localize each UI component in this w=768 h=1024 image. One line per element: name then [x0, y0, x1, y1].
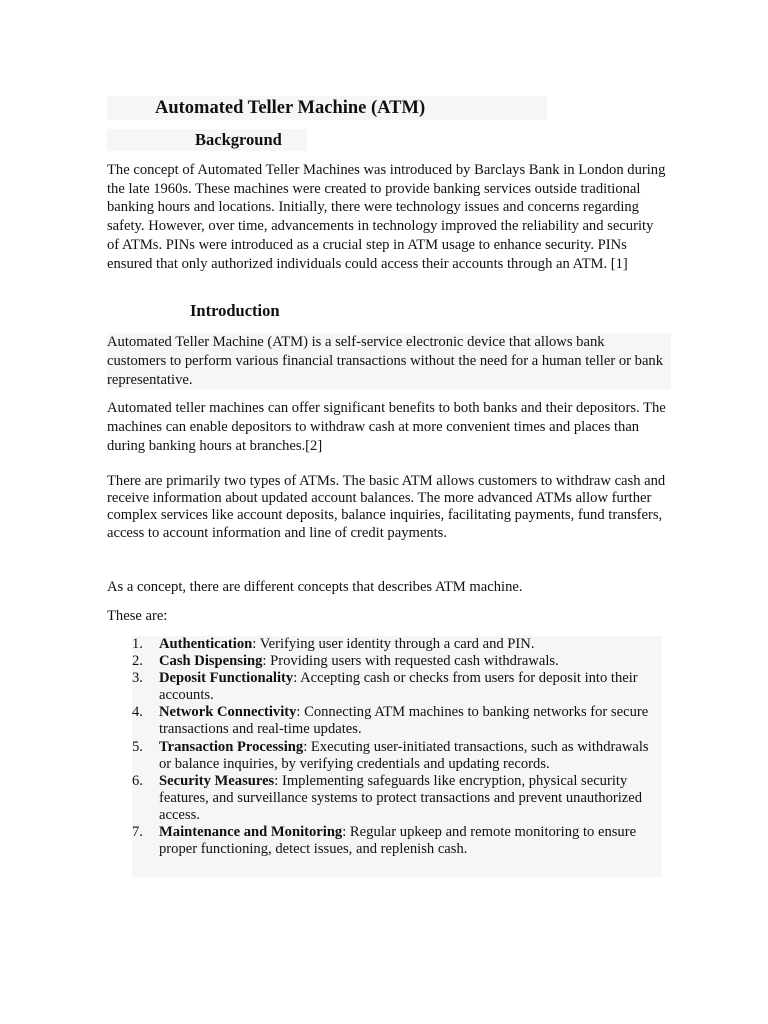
list-item-number: 7. [132, 824, 143, 841]
list-item-description: : Regular upkeep and remote monitoring to ensure proper functioning, detect issues, and replenish cash. [159, 824, 637, 858]
list-item-description: : Verifying user identity through a card and PIN. [252, 636, 535, 652]
background-paragraph: The concept of Automated Teller Machines was introduced by Barclays Bank in London during the late 1960s. These machines were created to provide banking services outside traditional banking hours and locations. Initially, there were technology issues and concerns regarding safety. However, over time, advancements in technology improved the reliability and security of ATMs. PINs were introduced as a crucial step in ATM usage to enhance security. PINs ensured that only authorized individuals could access their accounts through an ATM. [1] [107, 162, 666, 272]
background-heading: Background [107, 129, 307, 151]
introduction-paragraph-1: Automated Teller Machine (ATM) is a self-service electronic device that allows bank customers to perform various financial transactions without the need for a human teller or bank representative. [107, 333, 671, 389]
introduction-paragraph-2: Automated teller machines can offer significant benefits to both banks and their depositors. The machines can enable depositors to withdraw cash at more convenient times and places than during banking hours at branches.[2] [107, 400, 666, 454]
list-item-number: 2. [132, 653, 143, 670]
list-item-number: 4. [132, 704, 143, 721]
introduction-heading: Introduction [190, 301, 280, 320]
list-item-term: Authentication [159, 636, 253, 652]
list-item-description: : Implementing safeguards like encryption, physical security features, and surveillance systems to protect transactions and prevent unauthorized access. [159, 772, 643, 823]
list-item-description: : Accepting cash or checks from users for deposit into their accounts. [159, 670, 638, 704]
list-item-term: Transaction Processing [159, 738, 304, 755]
list-item-number: 5. [132, 738, 143, 755]
list-item-number: 1. [132, 636, 143, 652]
list-item-term: Security Measures [159, 772, 275, 789]
list-item-term: Deposit Functionality [159, 670, 294, 687]
list-item [132, 773, 662, 824]
list-item-description: : Connecting ATM machines to banking networks for secure transactions and real-time updates. [159, 704, 649, 738]
list-item [132, 739, 662, 773]
list-item-description: : Providing users with requested cash withdrawals. [262, 653, 559, 670]
list-item-term: Maintenance and Monitoring [159, 824, 343, 841]
list-item-term: Cash Dispensing [159, 653, 263, 670]
list-item [132, 824, 662, 858]
list-item-number: 6. [132, 772, 143, 789]
list-item-description: : Executing user-initiated transactions, such as withdrawals or balance inquiries, by verifying credentials and updating records. [159, 738, 649, 772]
list-item-number: 3. [132, 670, 143, 687]
concepts-intro-paragraph: As a concept, there are different concepts that describes ATM machine. [107, 579, 523, 595]
atm-types-paragraph: There are primarily two types of ATMs. The basic ATM allows customers to withdraw cash and receive information about updated account balances. The more advanced ATMs allow further complex services like account deposits, balance inquiries, facilitating payments, fund transfers, access to account information and line of credit payments. [107, 473, 666, 541]
list-item-term: Network Connectivity [159, 704, 297, 721]
list-item [132, 704, 662, 738]
list-item [132, 653, 662, 670]
list-item [132, 670, 662, 704]
these-are-label: These are: [107, 608, 168, 624]
list-item [132, 636, 662, 653]
document-title: Automated Teller Machine (ATM) [107, 96, 547, 120]
concepts-list [132, 636, 662, 877]
